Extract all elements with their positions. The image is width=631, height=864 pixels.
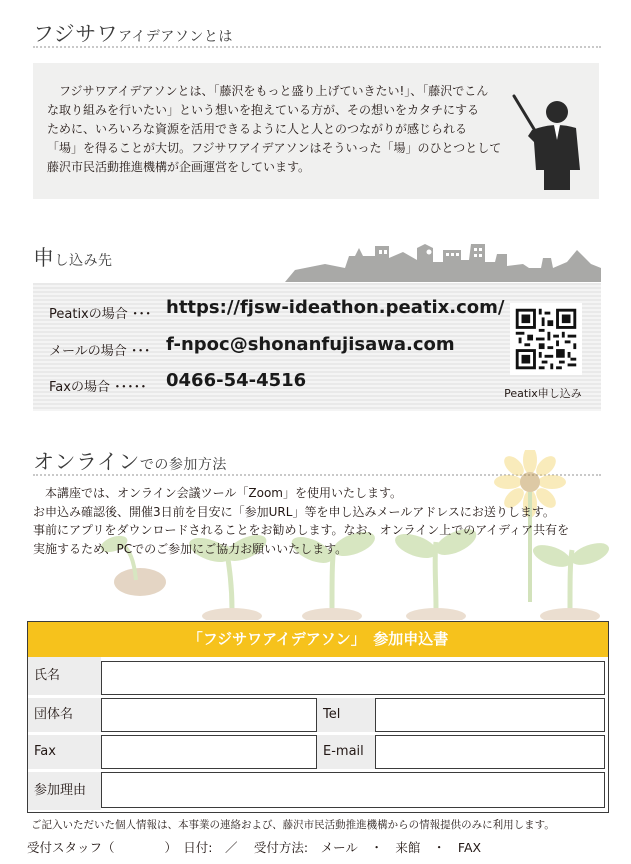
organization-field[interactable] <box>101 698 317 732</box>
online-heading-sub: での参加方法 <box>139 457 227 473</box>
name-label: 氏名 <box>28 657 101 695</box>
online-description: 本講座では、オンライン会議ツール「Zoom」を使用いたします。 お申込み確認後、開催3日前を目安に「参加URL」等を申し込みメールアドレスにお送りします。 事前にアプリをダウンロードされることをお勧めします。なお、オンライン上でのアイディア共有を 実施するため、PCでのご参加にご協力お願いいたします。 <box>33 486 570 556</box>
about-heading-main: フジサワ <box>33 22 119 46</box>
reason-label: 参加理由 <box>28 772 101 810</box>
apply-heading-main: 申 <box>33 246 55 270</box>
about-description: フジサワアイデアソンとは、「藤沢をもっと盛り上げていきたい!」、「藤沢でこん な取り組みを行いたい」という想いを抱えている方が、その想いをカタチにする ために、いろいろな資源を活用できるように人と人とのつながりが感じられる 「場」を得ることが大切。フジサワアイデアソンはそういった「場」のひとつとして 藤沢市民活動推進機構が企画運営をしています。 <box>47 84 502 174</box>
online-heading-main: オンライン <box>33 450 140 474</box>
reason-field[interactable] <box>101 772 605 808</box>
fax-field[interactable] <box>101 735 317 769</box>
reception-staff-line: 受付スタッフ（ ） 日付: ／ 受付方法: メール ・ 来館 ・ FAX <box>27 840 482 855</box>
email-label: E-mail <box>317 735 375 769</box>
apply-label-peatix: Peatixの場合 ･･･ <box>49 307 152 322</box>
apply-fax-number: 0466-54-4516 <box>166 370 307 391</box>
tel-label: Tel <box>317 698 375 732</box>
qr-code-icon <box>510 303 582 375</box>
tel-field[interactable] <box>375 698 605 732</box>
apply-label-email: メールの場合 ･･･ <box>49 344 151 359</box>
apply-email-address[interactable]: f-npoc@shonanfujisawa.com <box>166 334 455 355</box>
qr-caption: Peatix申し込み <box>504 387 582 400</box>
privacy-note: ご記入いただいた個人情報は、本事業の連絡および、藤沢市民活動推進機構からの情報提供のみに利用します。 <box>31 819 555 831</box>
email-field[interactable] <box>375 735 605 769</box>
about-divider <box>33 46 601 48</box>
apply-heading-sub: し込み先 <box>54 253 113 269</box>
name-field[interactable] <box>101 661 605 695</box>
application-form <box>27 621 609 813</box>
organization-label: 団体名 <box>28 698 101 732</box>
apply-label-fax: Faxの場合 ･････ <box>49 380 147 395</box>
form-title: 「フジサワアイデアソン」 参加申込書 <box>28 622 608 657</box>
qr-code[interactable] <box>510 303 582 375</box>
city-skyline-illustration <box>285 238 601 282</box>
about-heading <box>33 18 233 48</box>
apply-peatix-url[interactable]: https://fjsw-ideathon.peatix.com/ <box>166 297 505 318</box>
presenter-icon <box>510 92 585 190</box>
fax-label: Fax <box>28 735 101 769</box>
apply-heading <box>33 242 113 272</box>
about-heading-sub: アイデアソンとは <box>118 29 233 45</box>
